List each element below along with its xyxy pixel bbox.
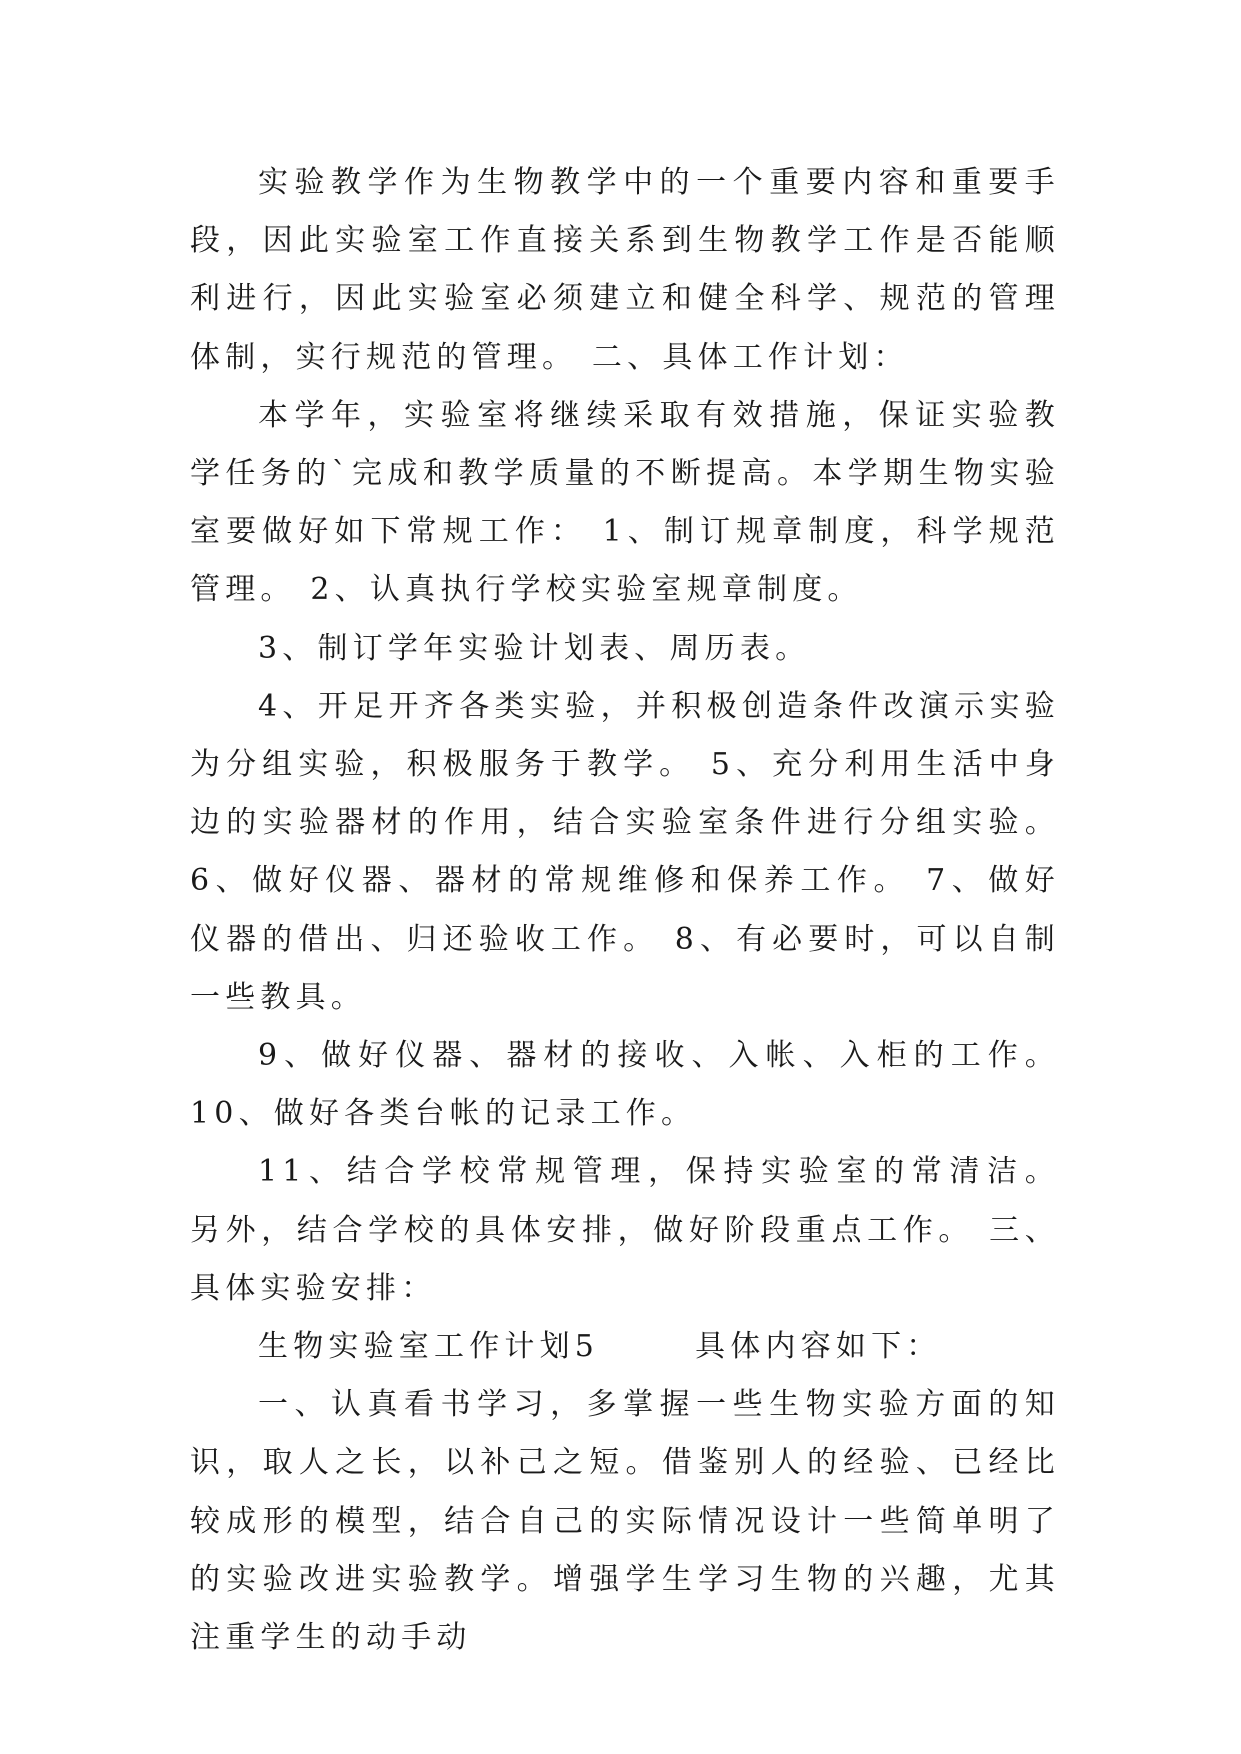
paragraph-study: 一、认真看书学习，多掌握一些生物实验方面的知识，取人之长，以补己之短。借鉴别人的经验、已经比较成形的模型，结合自己的实际情况设计一些简单明了的实验改进实验教学。增强学生学习生物的兴趣，尤其注重学生的动手动 [190,1387,1060,1656]
paragraph-item-11: 11、结合学校常规管理，保持实验室的常清洁。 另外，结合学校的具体安排，做好阶段重点工作。 三、具体实验安排： [190,1154,1060,1306]
paragraph-intro: 实验教学作为生物教学中的一个重要内容和重要手段，因此实验室工作直接关系到生物教学工作是否能顺利进行，因此实验室必须建立和健全科学、规范的管理体制，实行规范的管理。 二、具体工作计划： [190,165,1060,375]
document-body [190,154,1060,1667]
paragraph-item-3: 3、制订学年实验计划表、周历表。 [258,630,811,666]
section-heading-rest: 具体内容如下： [695,1329,942,1365]
section-heading-title: 生物实验室工作计划5 [258,1329,600,1365]
section-heading [190,1318,1060,1376]
paragraph-items-4-8: 4、开足开齐各类实验，并积极创造条件改演示实验为分组实验，积极服务于教学。 5、充分利用生活中身边的实验器材的作用，结合实验室条件进行分组实验。 6、做好仪器、器材的常规维修和保养工作。 7、做好仪器的借出、归还验收工作。 8、有必要时，可以自制一些教具。 [190,688,1060,1015]
paragraph-items-9-10: 9、做好仪器、器材的接收、入帐、入柜的工作。 10、做好各类台帐的记录工作。 [190,1038,1060,1132]
paragraph-routine-work: 本学年，实验室将继续采取有效措施，保证实验教学任务的`完成和教学质量的不断提高。本学期生物实验室要做好如下常规工作： 1、制订规章制度，科学规范管理。 2、认真执行学校实验室规章制度。 [190,397,1060,608]
